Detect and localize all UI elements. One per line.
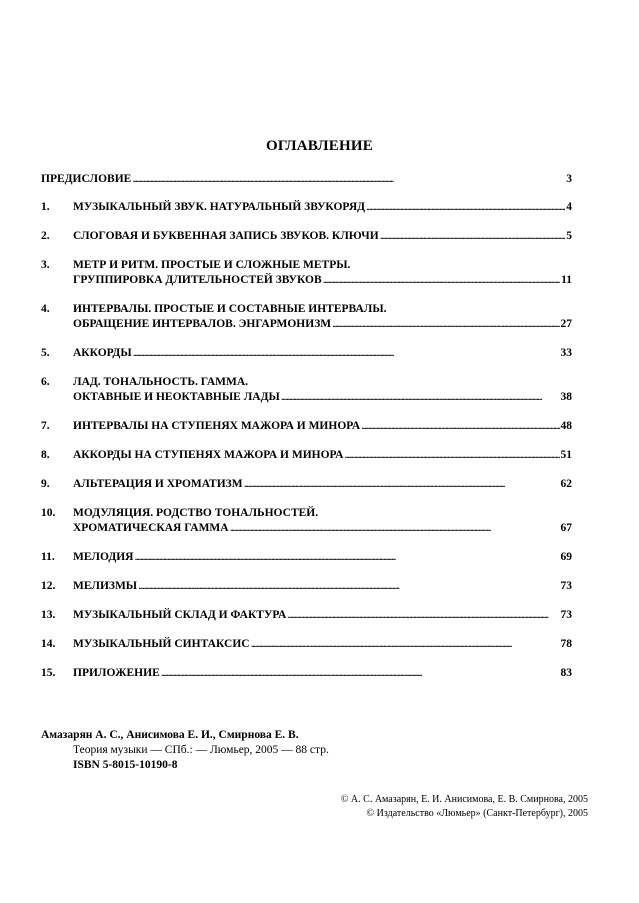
dot-leader	[251, 637, 560, 652]
dot-leader	[344, 448, 559, 463]
toc-entry-line	[41, 346, 572, 361]
toc-entry-page-number: 33	[560, 347, 572, 359]
toc-entry[interactable]	[41, 579, 572, 594]
dot-leader	[230, 521, 560, 536]
toc-entry[interactable]	[41, 550, 572, 565]
toc-entry-number: 10.	[41, 507, 56, 519]
toc-entry-line	[41, 273, 572, 288]
dot-leader	[366, 200, 565, 215]
toc-entry-title: ЛАД. ТОНАЛЬНОСТЬ. ГАММА.	[73, 376, 249, 388]
toc-entry-number: 12.	[41, 580, 56, 592]
toc-entry-line	[41, 608, 572, 623]
dot-leader	[134, 550, 559, 565]
toc-entry[interactable]	[41, 666, 572, 681]
toc-entry[interactable]	[41, 608, 572, 623]
dot-leader	[380, 229, 566, 244]
toc-entry-page-number: 83	[560, 667, 572, 679]
toc-entry-line	[41, 637, 572, 652]
toc-entry-line	[41, 579, 572, 594]
toc-entry-title: АККОРДЫ НА СТУПЕНЯХ МАЖОРА И МИНОРА	[73, 449, 344, 461]
toc-entry-page-number: 73	[560, 609, 572, 621]
toc-entry-page-number: 5	[566, 230, 572, 242]
toc-entry-number: 13.	[41, 609, 56, 621]
toc-entry-page-number: 38	[560, 391, 572, 403]
toc-entry-number: 5.	[41, 347, 50, 359]
toc-entry-title: ОБРАЩЕНИЕ ИНТЕРВАЛОВ. ЭНГАРМОНИЗМ	[73, 318, 332, 330]
bibliographic-record	[41, 728, 329, 773]
toc-entry[interactable]	[41, 637, 572, 652]
toc-entry-title: МУЗЫКАЛЬНЫЙ СИНТАКСИС	[73, 638, 250, 650]
toc-entry-title: МЕЛИЗМЫ	[73, 580, 138, 592]
toc-entry[interactable]	[41, 302, 572, 332]
toc-entry-number: 11.	[41, 551, 55, 563]
dot-leader	[361, 419, 559, 434]
copyright-authors: © А. С. Амазарян, Е. И. Анисимова, Е. В. Смирнова, 2005	[340, 794, 588, 805]
dot-leader	[281, 390, 560, 405]
toc-entry-title: СЛОГОВАЯ И БУКВЕННАЯ ЗАПИСЬ ЗВУКОВ. КЛЮЧИ	[73, 230, 379, 242]
toc-entry-line	[41, 390, 572, 405]
toc-entry-number: 7.	[41, 420, 50, 432]
toc-entry-page-number: 27	[560, 318, 572, 330]
toc-entry-number: 8.	[41, 449, 50, 461]
toc-entry-title: АККОРДЫ	[73, 347, 132, 359]
toc-entry-title: МЕТР И РИТМ. ПРОСТЫЕ И СЛОЖНЫЕ МЕТРЫ.	[73, 259, 351, 271]
toc-entry-line	[41, 521, 572, 536]
toc-entry-title: ИНТЕРВАЛЫ НА СТУПЕНЯХ МАЖОРА И МИНОРА	[73, 420, 361, 432]
toc-entry-number: 4.	[41, 303, 50, 315]
toc-entry-title: МУЗЫКАЛЬНЫЙ СКЛАД И ФАКТУРА	[73, 609, 287, 621]
toc-entry-line	[41, 172, 572, 187]
toc-entry[interactable]	[41, 419, 572, 434]
toc-entry-number: 6.	[41, 376, 50, 388]
dot-leader	[132, 172, 565, 187]
dot-leader	[138, 579, 559, 594]
toc-entry-line	[41, 477, 572, 492]
toc-entry-page-number: 51	[560, 449, 572, 461]
toc-entry-number: 3.	[41, 259, 50, 271]
toc-entry-line	[41, 375, 572, 390]
toc-entry-line	[41, 419, 572, 434]
copyright-publisher: © Издательство «Люмьер» (Санкт-Петербург), 2005	[366, 808, 588, 819]
toc-entry-line	[41, 258, 572, 273]
page-title: ОГЛАВЛЕНИЕ	[266, 138, 373, 154]
toc-entry-line	[41, 317, 572, 332]
table-of-contents	[41, 172, 572, 695]
toc-entry-number: 1.	[41, 201, 50, 213]
toc-entry-title: ПРЕДИСЛОВИЕ	[41, 173, 132, 185]
toc-entry-title: ОКТАВНЫЕ И НЕОКТАВНЫЕ ЛАДЫ	[73, 391, 280, 403]
toc-entry-title: МУЗЫКАЛЬНЫЙ ЗВУК. НАТУРАЛЬНЫЙ ЗВУКОРЯД	[73, 201, 366, 213]
citation: Теория музыки — СПб.: — Люмьер, 2005 — 88 стр.	[73, 744, 329, 756]
toc-entry-line	[41, 666, 572, 681]
toc-entry-title: АЛЬТЕРАЦИЯ И ХРОМАТИЗМ	[73, 478, 243, 490]
dot-leader	[244, 477, 560, 492]
toc-entry[interactable]	[41, 229, 572, 244]
toc-entry-page-number: 11	[561, 274, 572, 286]
dot-leader	[287, 608, 559, 623]
toc-entry-title: МЕЛОДИЯ	[73, 551, 134, 563]
toc-entry-title: ГРУППИРОВКА ДЛИТЕЛЬНОСТЕЙ ЗВУКОВ	[73, 274, 322, 286]
toc-entry-number: 9.	[41, 478, 50, 490]
toc-entry-page-number: 67	[560, 522, 572, 534]
copyright-block	[341, 793, 588, 821]
toc-entry[interactable]	[41, 258, 572, 288]
toc-entry-title: ИНТЕРВАЛЫ. ПРОСТЫЕ И СОСТАВНЫЕ ИНТЕРВАЛЫ.	[73, 303, 387, 315]
toc-entry-line	[41, 229, 572, 244]
toc-entry[interactable]	[41, 448, 572, 463]
toc-entry-number: 14.	[41, 638, 56, 650]
toc-entry-page-number: 3	[566, 173, 572, 185]
toc-entry-page-number: 69	[560, 551, 572, 563]
toc-entry-page-number: 73	[560, 580, 572, 592]
toc-entry[interactable]	[41, 346, 572, 361]
toc-entry[interactable]	[41, 172, 572, 187]
dot-leader	[133, 346, 560, 361]
toc-entry-number: 15.	[41, 667, 56, 679]
toc-entry-title: ПРИЛОЖЕНИЕ	[73, 667, 160, 679]
isbn: ISBN 5-8015-10190-8	[73, 759, 178, 771]
toc-entry-number: 2.	[41, 230, 50, 242]
toc-entry-line	[41, 200, 572, 215]
toc-entry-line	[41, 448, 572, 463]
authors: Амазарян А. С., Анисимова Е. И., Смирнова Е. В.	[41, 729, 299, 741]
toc-entry[interactable]	[41, 375, 572, 405]
toc-entry-title: МОДУЛЯЦИЯ. РОДСТВО ТОНАЛЬНОСТЕЙ.	[73, 507, 319, 519]
toc-entry-page-number: 4	[566, 201, 572, 213]
toc-entry[interactable]	[41, 200, 572, 215]
dot-leader	[332, 317, 559, 332]
toc-entry-line	[41, 550, 572, 565]
toc-entry[interactable]	[41, 477, 572, 492]
toc-entry[interactable]	[41, 506, 572, 536]
toc-entry-line	[41, 506, 572, 521]
toc-entry-line	[41, 302, 572, 317]
toc-entry-page-number: 78	[560, 638, 572, 650]
dot-leader	[323, 273, 561, 288]
toc-entry-title: ХРОМАТИЧЕСКАЯ ГАММА	[73, 522, 229, 534]
toc-entry-page-number: 62	[560, 478, 572, 490]
toc-entry-page-number: 48	[560, 420, 572, 432]
dot-leader	[161, 666, 560, 681]
